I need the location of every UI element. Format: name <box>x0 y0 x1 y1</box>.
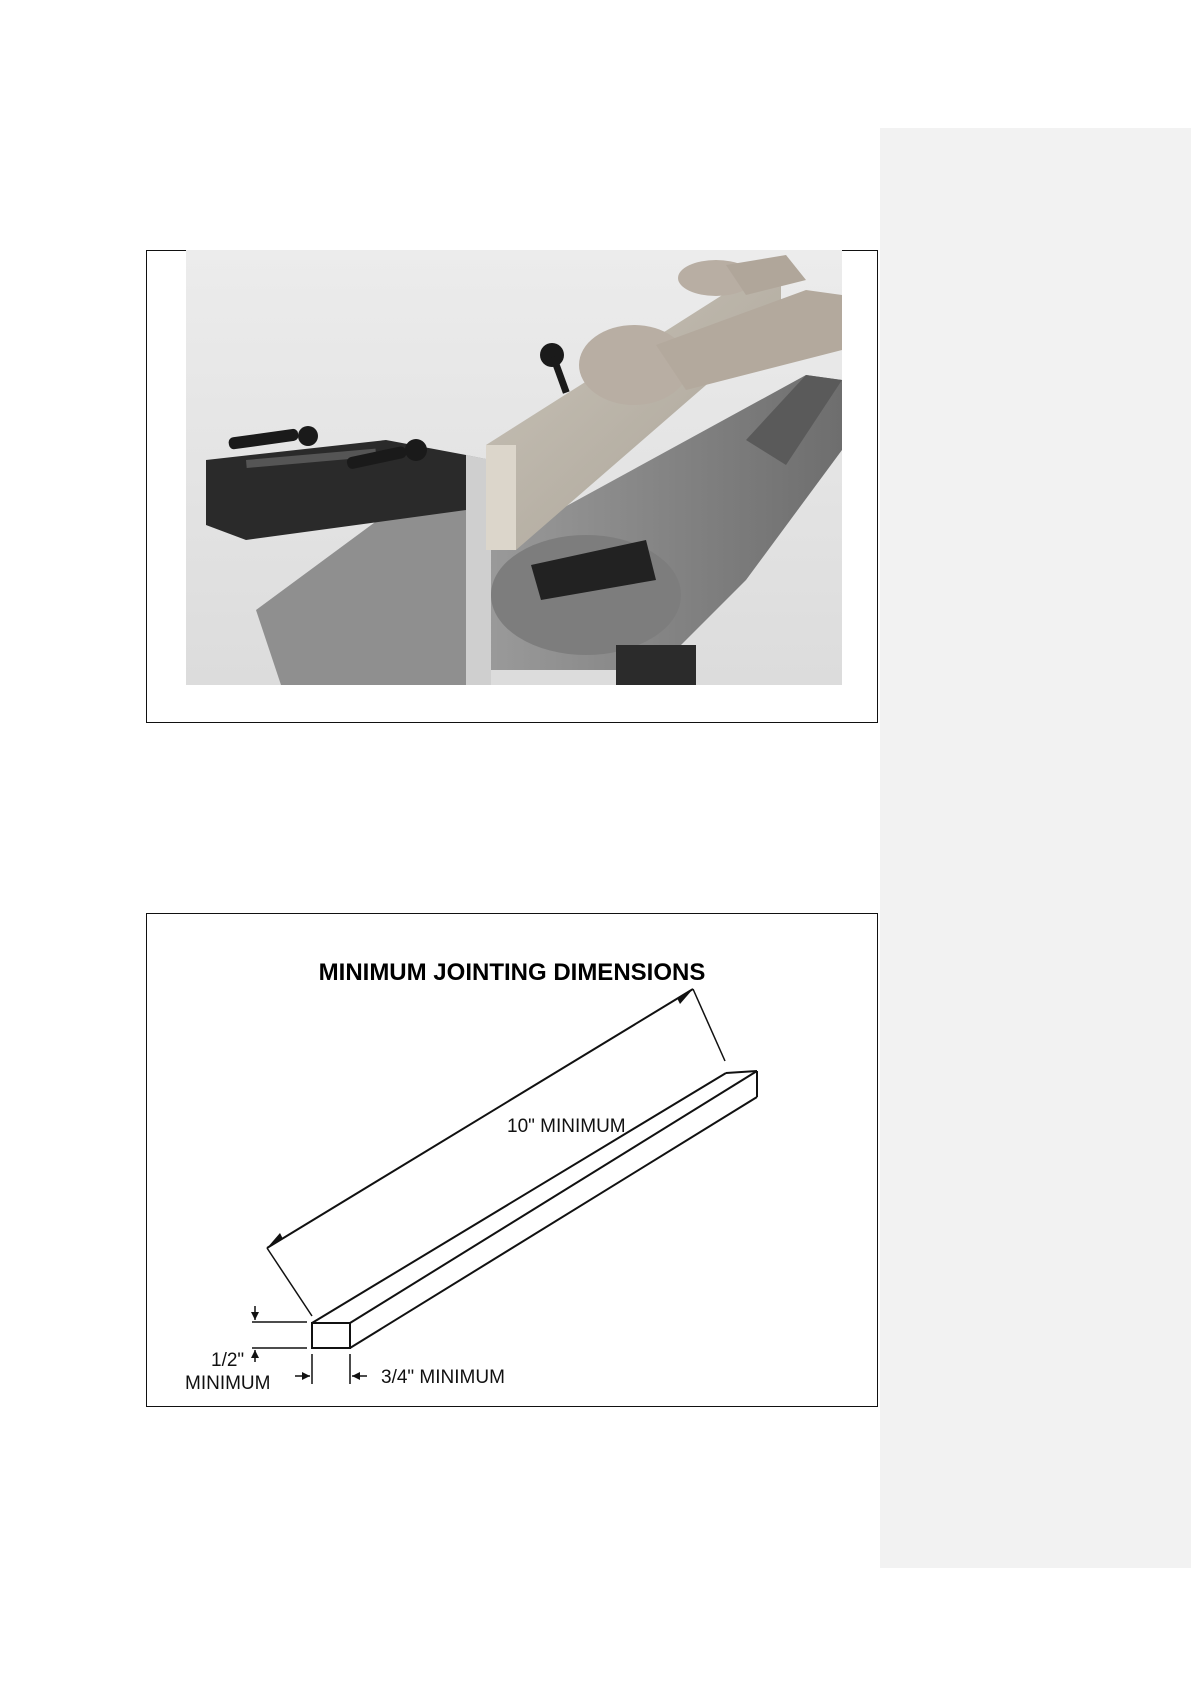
board-end-face <box>312 1323 350 1348</box>
board-top-edge-left <box>312 1073 726 1323</box>
diagram-figure-frame <box>146 913 878 1407</box>
thickness-label-value: 1/2" <box>211 1350 245 1371</box>
length-label: 10" MINIMUM <box>507 1116 626 1137</box>
width-label: 3/4" MINIMUM <box>381 1367 505 1388</box>
diagram-title: MINIMUM JOINTING DIMENSIONS <box>318 959 706 986</box>
thickness-label-minimum: MINIMUM <box>185 1373 271 1394</box>
board-drawing <box>147 914 877 1406</box>
photo-figure-frame <box>146 250 878 723</box>
jointer-photo <box>186 250 842 685</box>
margin-sidebar <box>880 128 1191 1568</box>
jointing-dimensions-diagram <box>147 914 877 1406</box>
length-dimension-line <box>267 989 693 1248</box>
board-top-edge-right <box>350 1071 757 1323</box>
